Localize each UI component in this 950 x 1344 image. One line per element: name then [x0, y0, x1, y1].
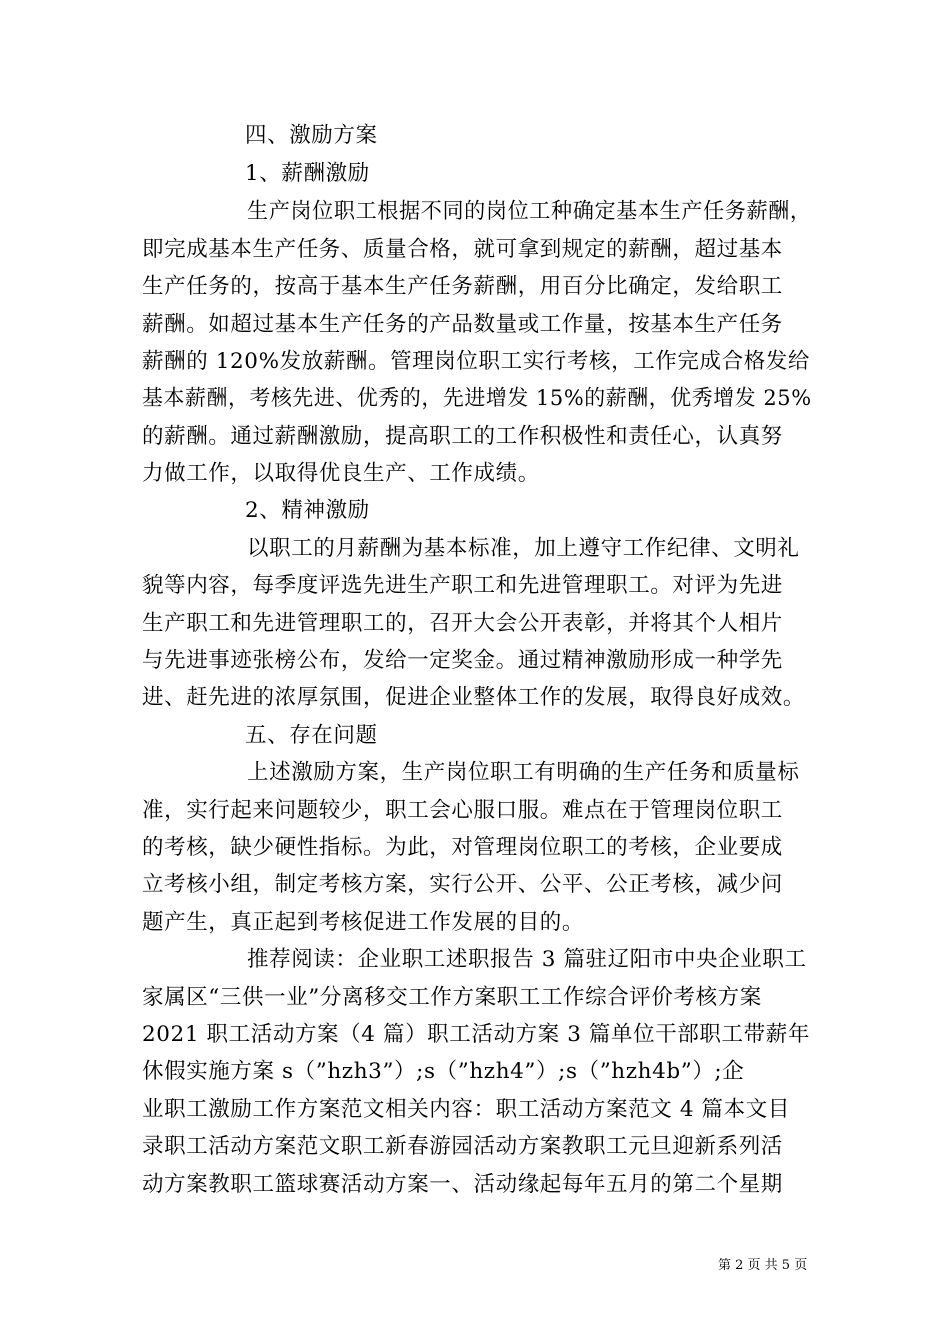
paragraph-line: 上述激励方案，生产岗位职工有明确的生产任务和质量标 [247, 760, 800, 785]
page-number-footer: 第 2 页 共 5 页 [718, 1258, 808, 1273]
paragraph-line: 准，实行起来问题较少，职工会心服口服。难点在于管理岗位职工 [142, 798, 783, 823]
paragraph-line: 的考核，缺少硬性指标。为此，对管理岗位职工的考核，企业要成 [142, 835, 783, 860]
recommended-reading-line: 业职工激励工作方案范文相关内容：职工活动方案范文 4 篇本文目 [142, 1097, 790, 1122]
recommended-reading-line: 休假实施方案 s（”hzh3”）;s（”hzh4”）;s（”hzh4b”）;企 [142, 1059, 745, 1084]
paragraph-line: 力做工作，以取得优良生产、工作成绩。 [142, 461, 540, 486]
paragraph-line: 薪酬的 120%发放薪酬。管理岗位职工实行考核，工作完成合格发给 [142, 349, 811, 374]
paragraph-line: 薪酬。如超过基本生产任务的产品数量或工作量，按基本生产任务 [142, 312, 783, 337]
paragraph-line: 与先进事迹张榜公布，发给一定奖金。通过精神激励形成一种学先 [142, 648, 783, 673]
subheading-salary-incentive: 1、薪酬激励 [245, 161, 370, 186]
recommended-reading-line: 动方案教职工篮球赛活动方案一、活动缘起每年五月的第二个星期 [142, 1172, 783, 1197]
paragraph-line: 立考核小组，制定考核方案，实行公开、公平、公正考核，减少问 [142, 872, 783, 897]
section-heading-incentive-plan: 四、激励方案 [245, 123, 378, 148]
subheading-spiritual-incentive: 2、精神激励 [245, 498, 370, 523]
paragraph-line: 即完成基本生产任务、质量合格，就可拿到规定的薪酬，超过基本 [142, 237, 783, 262]
paragraph-line: 生产岗位职工根据不同的岗位工种确定基本生产任务薪酬， [247, 199, 812, 224]
recommended-reading-line: 2021 职工活动方案（4 篇）职工活动方案 3 篇单位干部职工带薪年 [142, 1022, 810, 1047]
paragraph-line: 的薪酬。通过薪酬激励，提高职工的工作积极性和责任心，认真努 [142, 424, 783, 449]
recommended-reading-line: 录职工活动方案范文职工新春游园活动方案教职工元旦迎新系列活 [142, 1134, 783, 1159]
paragraph-line: 生产任务的，按高于基本生产任务薪酬，用百分比确定，发给职工 [142, 274, 783, 299]
section-heading-existing-problems: 五、存在问题 [245, 723, 378, 748]
paragraph-line: 貌等内容，每季度评选先进生产职工和先进管理职工。对评为先进 [142, 573, 783, 598]
paragraph-line: 基本薪酬，考核先进、优秀的，先进增发 15%的薪酬，优秀增发 25% [142, 386, 812, 411]
paragraph-line: 生产职工和先进管理职工的，召开大会公开表彰，并将其个人相片 [142, 611, 783, 636]
recommended-reading-line: 家属区“三供一业”分离移交工作方案职工工作综合评价考核方案 [142, 985, 762, 1010]
paragraph-line: 题产生，真正起到考核促进工作发展的目的。 [142, 910, 585, 935]
paragraph-line: 以职工的月薪酬为基本标准，加上遵守工作纪律、文明礼 [247, 536, 800, 561]
recommended-reading-line: 推荐阅读：企业职工述职报告 3 篇驻辽阳市中央企业职工 [247, 947, 807, 972]
paragraph-line: 进、赶先进的浓厚氛围，促进企业整体工作的发展，取得良好成效。 [142, 685, 806, 710]
